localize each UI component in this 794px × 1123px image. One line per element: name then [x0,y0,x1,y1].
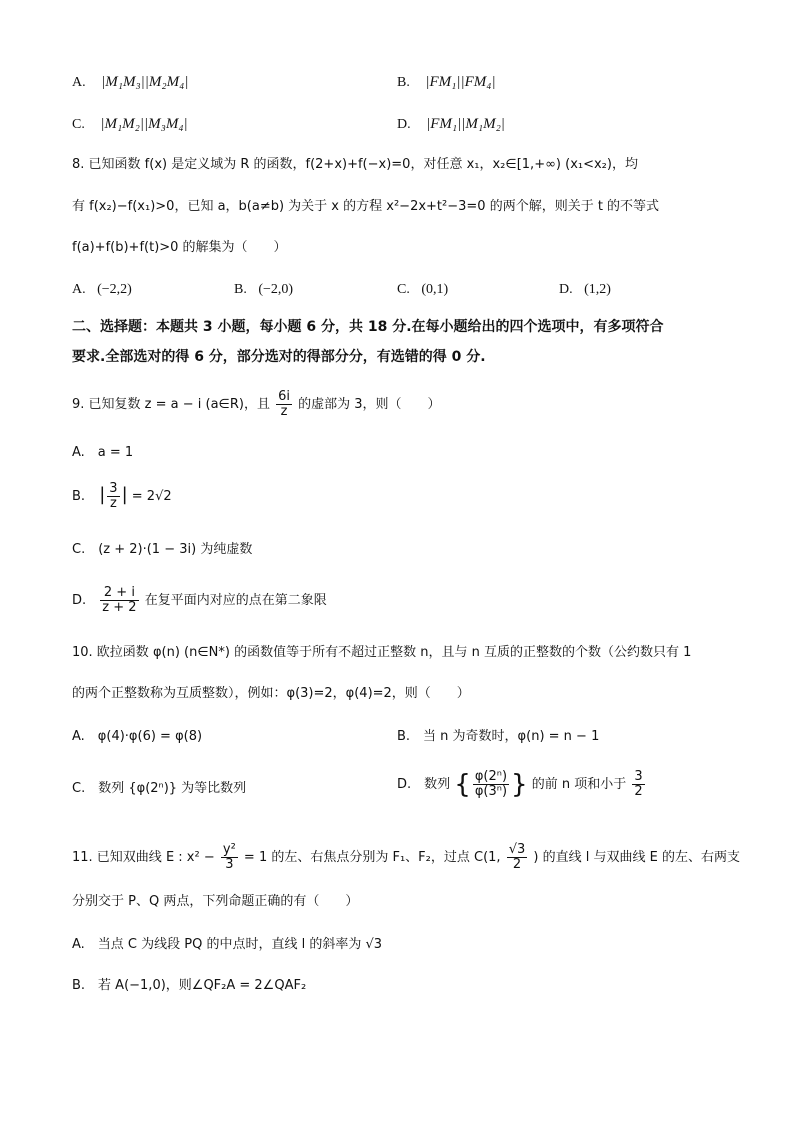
brace-right: } [511,769,528,800]
option-label: D. [559,282,573,297]
section-2-heading-line2: 要求.全部选对的得 6 分，部分选对的得部分分，有选错的得 0 分. [72,349,486,365]
q8-option-c [397,280,448,300]
q11-fraction-y2-3 [221,843,238,872]
option-text: (−2,0) [258,282,294,297]
fraction-denominator: 2 [512,857,522,872]
q7-option-d [397,114,505,135]
abs-bar-right: | [121,484,128,505]
option-text: (0,1) [421,282,449,297]
option-text: 的前 n 项和小于 [531,777,627,792]
option-label: D. [397,117,411,132]
fraction-numerator: 6i [278,389,291,404]
q11-option-a: A. 当点 C 为线段 PQ 的中点时，直线 l 的斜率为 √3 [72,937,383,952]
q9-stem-b: 的虚部为 3，则（ ） [298,397,441,412]
option-text: |FM₁||M₁M₂| [426,116,505,132]
fraction-denominator: 2 [634,784,643,799]
option-text: (−2,2) [97,282,132,297]
fraction-numerator: 3 [634,769,643,784]
q10-option-c: C. 数列 {φ(2ⁿ)} 为等比数列 [72,781,247,796]
q8-option-b [234,280,293,300]
q8-stem-line3: f(a)+f(b)+f(t)>0 的解集为（ ） [72,240,287,255]
q8-stem-line1: 8. 已知函数 f(x) 是定义域为 R 的函数，f(2+x)+f(−x)=0，对任意 x₁，x₂∈[1,+∞) (x₁<x₂)，均 [72,157,638,172]
q11-text-b: = 1 的左、右焦点分别为 F₁、F₂，过点 C(1, [243,850,501,865]
q11-stem-line1 [72,843,740,872]
option-label: C. [72,117,85,132]
q10-option-d [397,770,647,799]
q7-option-c [72,114,188,135]
fraction-denominator: z [110,496,117,511]
option-label: D. 数列 [397,777,451,792]
q9-option-a: A. a = 1 [72,445,134,460]
option-label: B. [397,75,410,90]
q9-fraction [276,390,292,419]
abs-bar-left: | [99,484,106,505]
fraction-denominator: 3 [225,857,234,872]
q10-stem-line2: 的两个正整数称为互质整数），例如：φ(3)=2，φ(4)=2，则（ ） [72,686,470,701]
fraction-denominator: z [280,404,288,419]
q11-text-a: 11. 已知双曲线 E : x² − [72,850,215,865]
option-label: A. [72,282,86,297]
fraction-numerator: 2 + i [100,586,138,601]
option-text: |M₁M₃||M₂M₄| [101,74,189,90]
q9-option-c: C. (z + 2)·(1 − 3i) 为纯虚数 [72,542,253,557]
fraction-denominator: z + 2 [102,600,137,615]
q10-option-a: A. φ(4)·φ(6) = φ(8) [72,729,203,744]
q11-text-c: ) 的直线 l 与双曲线 E 的左、右两支 [533,850,740,865]
q8-option-d [559,280,611,300]
option-text: = 2√2 [131,489,172,504]
q10-option-b: B. 当 n 为奇数时，φ(n) = n − 1 [397,729,600,744]
q9-stem-a: 9. 已知复数 z = a − i (a∈R)，且 [72,397,270,412]
option-label: C. [397,282,410,297]
fraction-numerator: √3 [508,842,526,857]
fraction-numerator: 3 [109,481,118,496]
option-label: A. [72,75,86,90]
fraction-numerator: y² [222,842,236,857]
q9-stem [72,390,441,419]
fraction-numerator: φ(2ⁿ) [474,769,508,784]
q7-option-a [72,72,188,93]
q11-option-b: B. 若 A(−1,0)，则∠QF₂A = 2∠QAF₂ [72,978,307,993]
q8-option-a [72,280,132,300]
option-label: B. [72,489,86,504]
q9-option-d [72,586,327,615]
q10-stem-line1: 10. 欧拉函数 φ(n) (n∈N*) 的函数值等于所有不超过正整数 n，且与 n 互质的正整数的个数（公约数只有 1 [72,645,692,660]
option-text: |M₁M₂||M₃M₄| [100,116,188,132]
brace-left: { [454,769,471,800]
option-label: B. [234,282,247,297]
q9-option-b [72,482,172,511]
option-text: |FM₁||FM₄| [425,74,496,90]
option-text: 在复平面内对应的点在第二象限 [144,593,327,608]
option-text: (1,2) [584,282,611,297]
fraction-denominator: φ(3ⁿ) [474,784,508,799]
q11-stem-line2: 分别交于 P、Q 两点，下列命题正确的有（ ） [72,894,359,909]
option-label: D. [72,593,87,608]
section-2-heading-line1: 二、选择题：本题共 3 小题，每小题 6 分，共 18 分.在每小题给出的四个选项中，有多项符合 [72,319,664,335]
q11-fraction-sqrt3-2 [507,843,528,872]
q10-option-d-fraction [473,770,509,799]
q9-option-b-fraction [107,482,119,511]
q10-option-d-bound [632,770,644,799]
q7-option-b [397,72,496,93]
q9-option-d-fraction [100,586,138,615]
q8-stem-line2: 有 f(x₂)−f(x₁)>0，已知 a，b(a≠b) 为关于 x 的方程 x²−2x+t²−3=0 的两个解，则关于 t 的不等式 [72,199,660,214]
